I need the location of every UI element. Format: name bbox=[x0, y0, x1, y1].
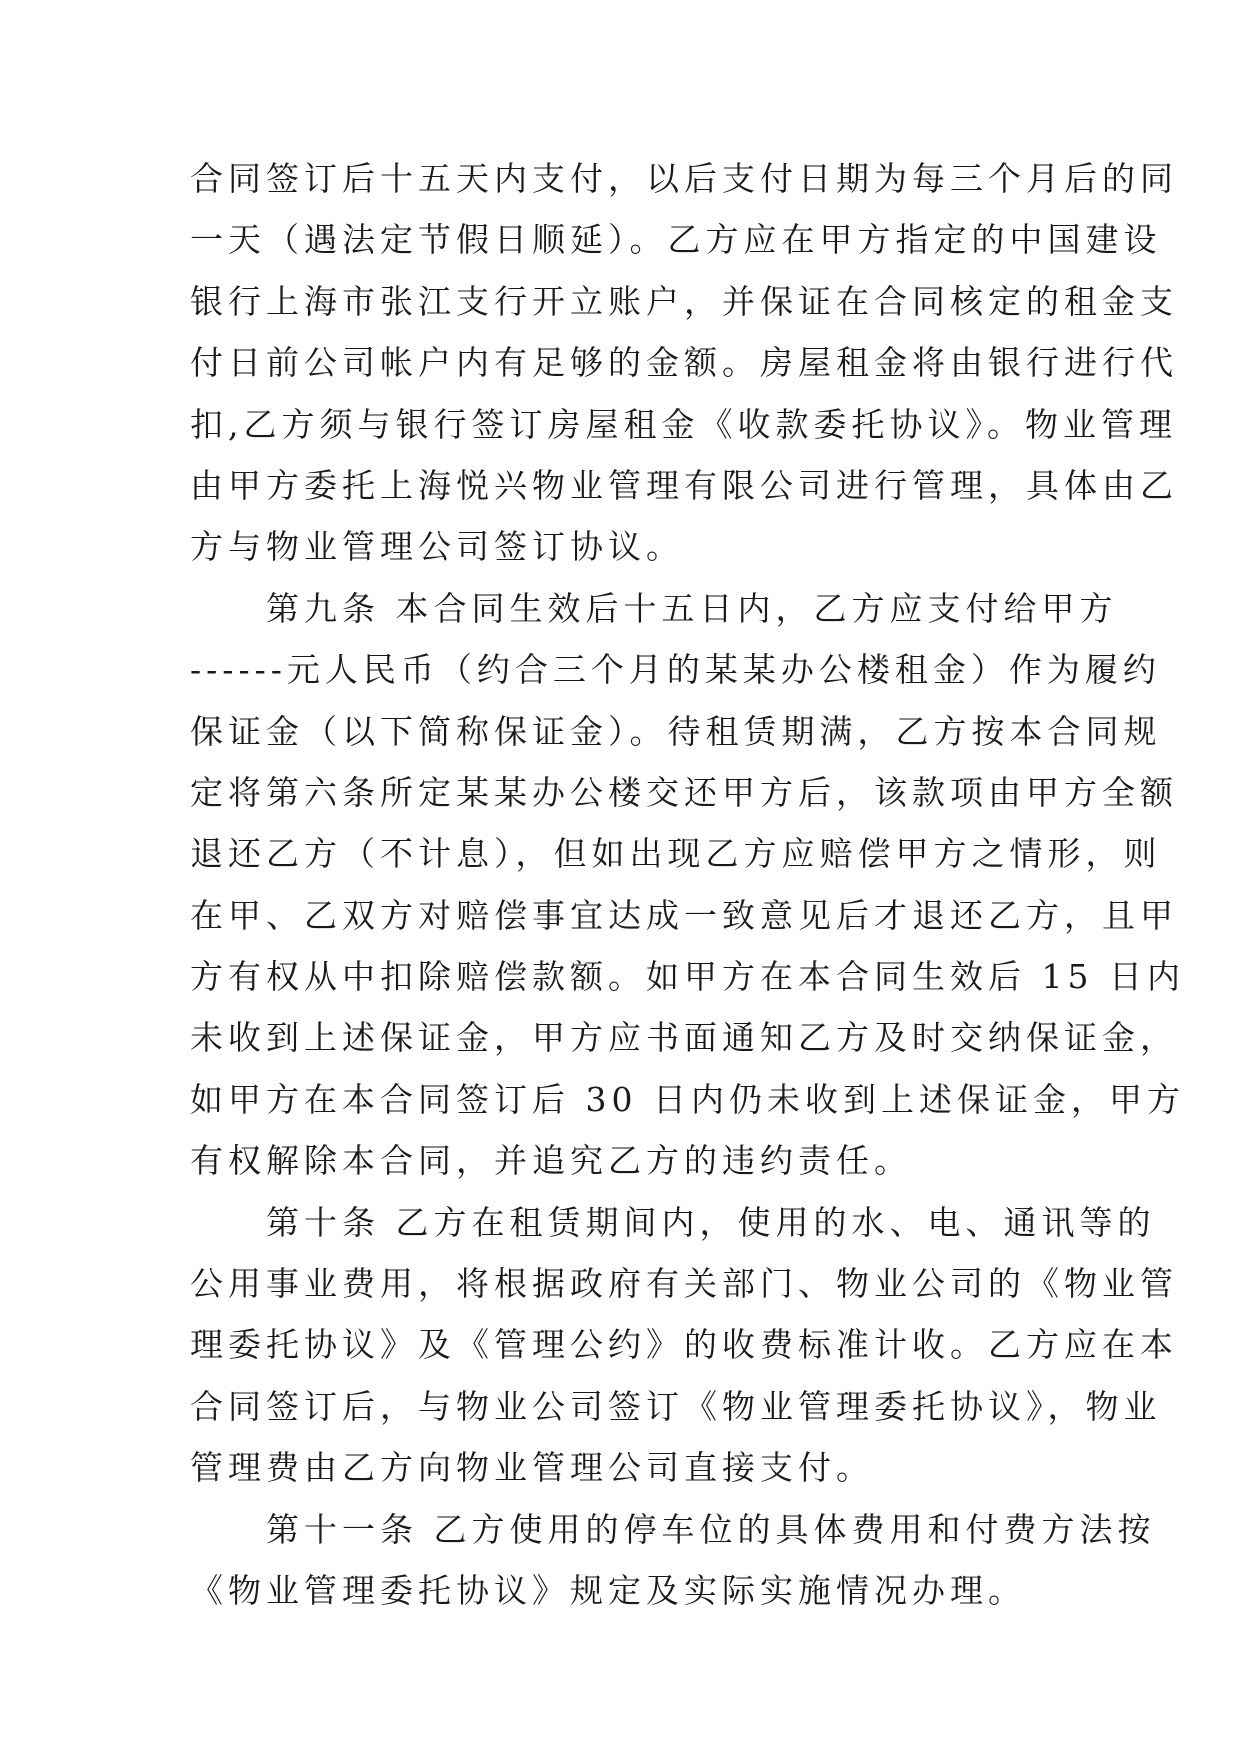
text-line: 保证金（以下简称保证金）。待租赁期满，乙方按本合同规 bbox=[190, 711, 1162, 751]
text-line: 第九条 本合同生效后十五日内，乙方应支付给甲方 bbox=[190, 588, 1118, 628]
text-line: 方与物业管理公司签订协议。 bbox=[190, 527, 684, 567]
contract-body-text bbox=[190, 148, 1185, 1621]
text-line: 定将第六条所定某某办公楼交还甲方后，该款项由甲方全额 bbox=[190, 772, 1178, 812]
text-line: 《物业管理委托协议》规定及实际实施情况办理。 bbox=[190, 1570, 1026, 1610]
text-line: 在甲、乙双方对赔偿事宜达成一致意见后才退还乙方，且甲 bbox=[190, 895, 1178, 935]
text-line: 由甲方委托上海悦兴物业管理有限公司进行管理，具体由乙 bbox=[190, 465, 1178, 505]
text-line: 管理费由乙方向物业管理公司直接支付。 bbox=[190, 1448, 874, 1488]
text-line: 付日前公司帐户内有足够的金额。房屋租金将由银行进行代 bbox=[190, 343, 1178, 383]
text-line: 公用事业费用，将根据政府有关部门、物业公司的《物业管 bbox=[190, 1264, 1178, 1304]
text-line: ------元人民币（约合三个月的某某办公楼租金）作为履约 bbox=[190, 650, 1161, 690]
text-line: 银行上海市张江支行开立账户，并保证在合同核定的租金支 bbox=[190, 281, 1178, 321]
text-line: 有权解除本合同，并追究乙方的违约责任。 bbox=[190, 1141, 912, 1181]
text-line: 合同签订后十五天内支付，以后支付日期为每三个月后的同 bbox=[190, 159, 1178, 198]
text-line: 扣,乙方须与银行签订房屋租金《收款委托协议》。物业管理 bbox=[190, 404, 1177, 444]
text-line: 理委托协议》及《管理公约》的收费标准计收。乙方应在本 bbox=[190, 1325, 1178, 1365]
text-line: 第十一条 乙方使用的停车位的具体费用和付费方法按 bbox=[190, 1509, 1156, 1549]
text-line: 第十条 乙方在租赁期间内，使用的水、电、通讯等的 bbox=[190, 1202, 1156, 1242]
text-line: 退还乙方（不计息），但如出现乙方应赔偿甲方之情形，则 bbox=[190, 834, 1162, 874]
text-line: 方有权从中扣除赔偿款额。如甲方在本合同生效后 15 日内 bbox=[190, 957, 1185, 997]
text-line: 一天（遇法定节假日顺延）。乙方应在甲方指定的中国建设 bbox=[190, 220, 1162, 260]
text-line: 合同签订后，与物业公司签订《物业管理委托协议》，物业 bbox=[190, 1386, 1162, 1426]
text-line: 如甲方在本合同签订后 30 日内仍未收到上述保证金，甲方 bbox=[190, 1079, 1185, 1119]
text-line: 未收到上述保证金，甲方应书面通知乙方及时交纳保证金， bbox=[190, 1018, 1178, 1058]
